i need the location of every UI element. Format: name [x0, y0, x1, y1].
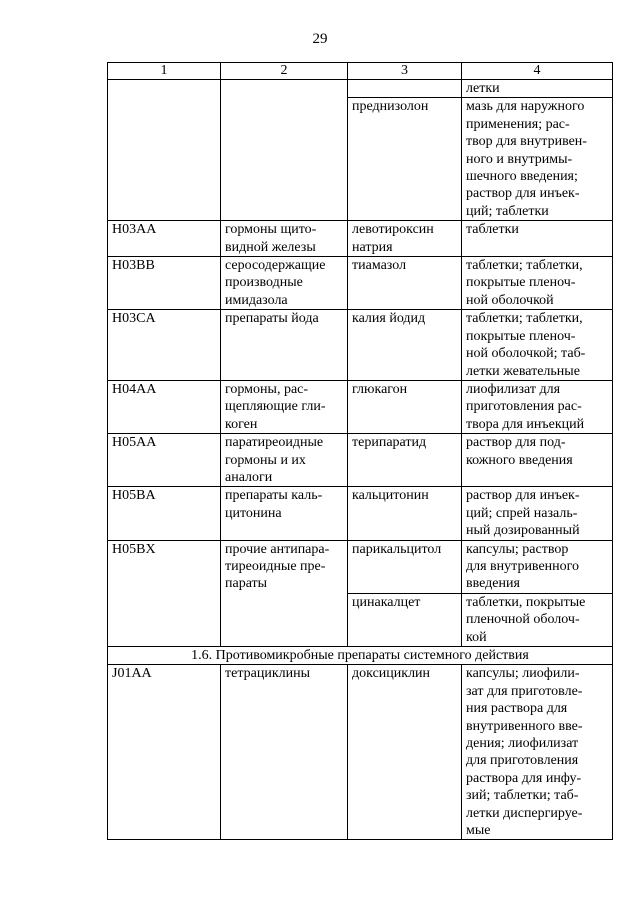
form-cell: летки	[462, 80, 613, 98]
atc-code-cell: H03CA	[108, 310, 221, 381]
section-heading: 1.6. Противомикробные препараты системного действия	[108, 647, 613, 665]
group-cell: паратиреоидные гормоны и их аналоги	[221, 434, 348, 487]
drug-cell: парикальцитол	[348, 540, 462, 593]
atc-code-cell: J01AA	[108, 665, 221, 840]
table-row	[108, 665, 613, 840]
section-heading-row	[108, 647, 613, 665]
drug-cell: кальцитонин	[348, 487, 462, 540]
form-cell: таблетки; таблетки, покрытые пленоч- ной оболочкой	[462, 257, 613, 310]
form-cell: раствор для под- кожного введения	[462, 434, 613, 487]
group-cell: гормоны щито- видной железы	[221, 221, 348, 257]
drug-cell: преднизолон	[348, 98, 462, 221]
table-row	[108, 380, 613, 433]
drug-cell: глюкагон	[348, 380, 462, 433]
form-cell: таблетки, покрытые пленочной оболоч- кой	[462, 593, 613, 646]
atc-code-cell: H04AA	[108, 380, 221, 433]
table-row	[108, 257, 613, 310]
column-header: 2	[221, 63, 348, 80]
form-cell: лиофилизат для приготовления рас- твора для инъекций	[462, 380, 613, 433]
drug-cell: цинакалцет	[348, 593, 462, 646]
group-cell: прочие антипара- тиреоидные пре- параты	[221, 540, 348, 646]
table-row	[108, 434, 613, 487]
group-cell: гормоны, рас- щепляющие гли- коген	[221, 380, 348, 433]
drug-cell: калия йодид	[348, 310, 462, 381]
table-header-row	[108, 63, 613, 80]
form-cell: мазь для наружного применения; рас- твор для внутривен- ного и внутримы- шечного введения; раствор для инъек- ций; таблетки	[462, 98, 613, 221]
form-cell: таблетки	[462, 221, 613, 257]
drug-cell	[348, 80, 462, 98]
form-cell: раствор для инъек- ций; спрей назаль- ный дозированный	[462, 487, 613, 540]
group-cell: препараты йода	[221, 310, 348, 381]
table-row	[108, 540, 613, 593]
group-cell	[221, 80, 348, 221]
table-row	[108, 487, 613, 540]
drug-cell: левотироксин натрия	[348, 221, 462, 257]
atc-code-cell: H05BA	[108, 487, 221, 540]
drug-cell: доксициклин	[348, 665, 462, 840]
table-row	[108, 310, 613, 381]
table-row	[108, 80, 613, 98]
atc-code-cell: H03AA	[108, 221, 221, 257]
column-header: 4	[462, 63, 613, 80]
column-header: 3	[348, 63, 462, 80]
group-cell: препараты каль- цитонина	[221, 487, 348, 540]
form-cell: капсулы; лиофили- зат для приготовле- ния раствора для внутривенного вве- дения; лиофилизат для приготовления раствора для инфу- зий; таблетки; таб- летки диспергируе- мые	[462, 665, 613, 840]
group-cell: тетрациклины	[221, 665, 348, 840]
table-row	[108, 221, 613, 257]
group-cell: серосодержащие производные имидазола	[221, 257, 348, 310]
drug-cell: терипаратид	[348, 434, 462, 487]
atc-code-cell	[108, 80, 221, 221]
form-cell: капсулы; раствор для внутривенного введения	[462, 540, 613, 593]
column-header: 1	[108, 63, 221, 80]
atc-code-cell: H05AA	[108, 434, 221, 487]
form-cell: таблетки; таблетки, покрытые пленоч- ной оболочкой; таб- летки жевательные	[462, 310, 613, 381]
page-number: 29	[312, 31, 328, 47]
atc-code-cell: H03BB	[108, 257, 221, 310]
drug-cell: тиамазол	[348, 257, 462, 310]
atc-code-cell: H05BX	[108, 540, 221, 646]
drug-table	[107, 62, 613, 840]
